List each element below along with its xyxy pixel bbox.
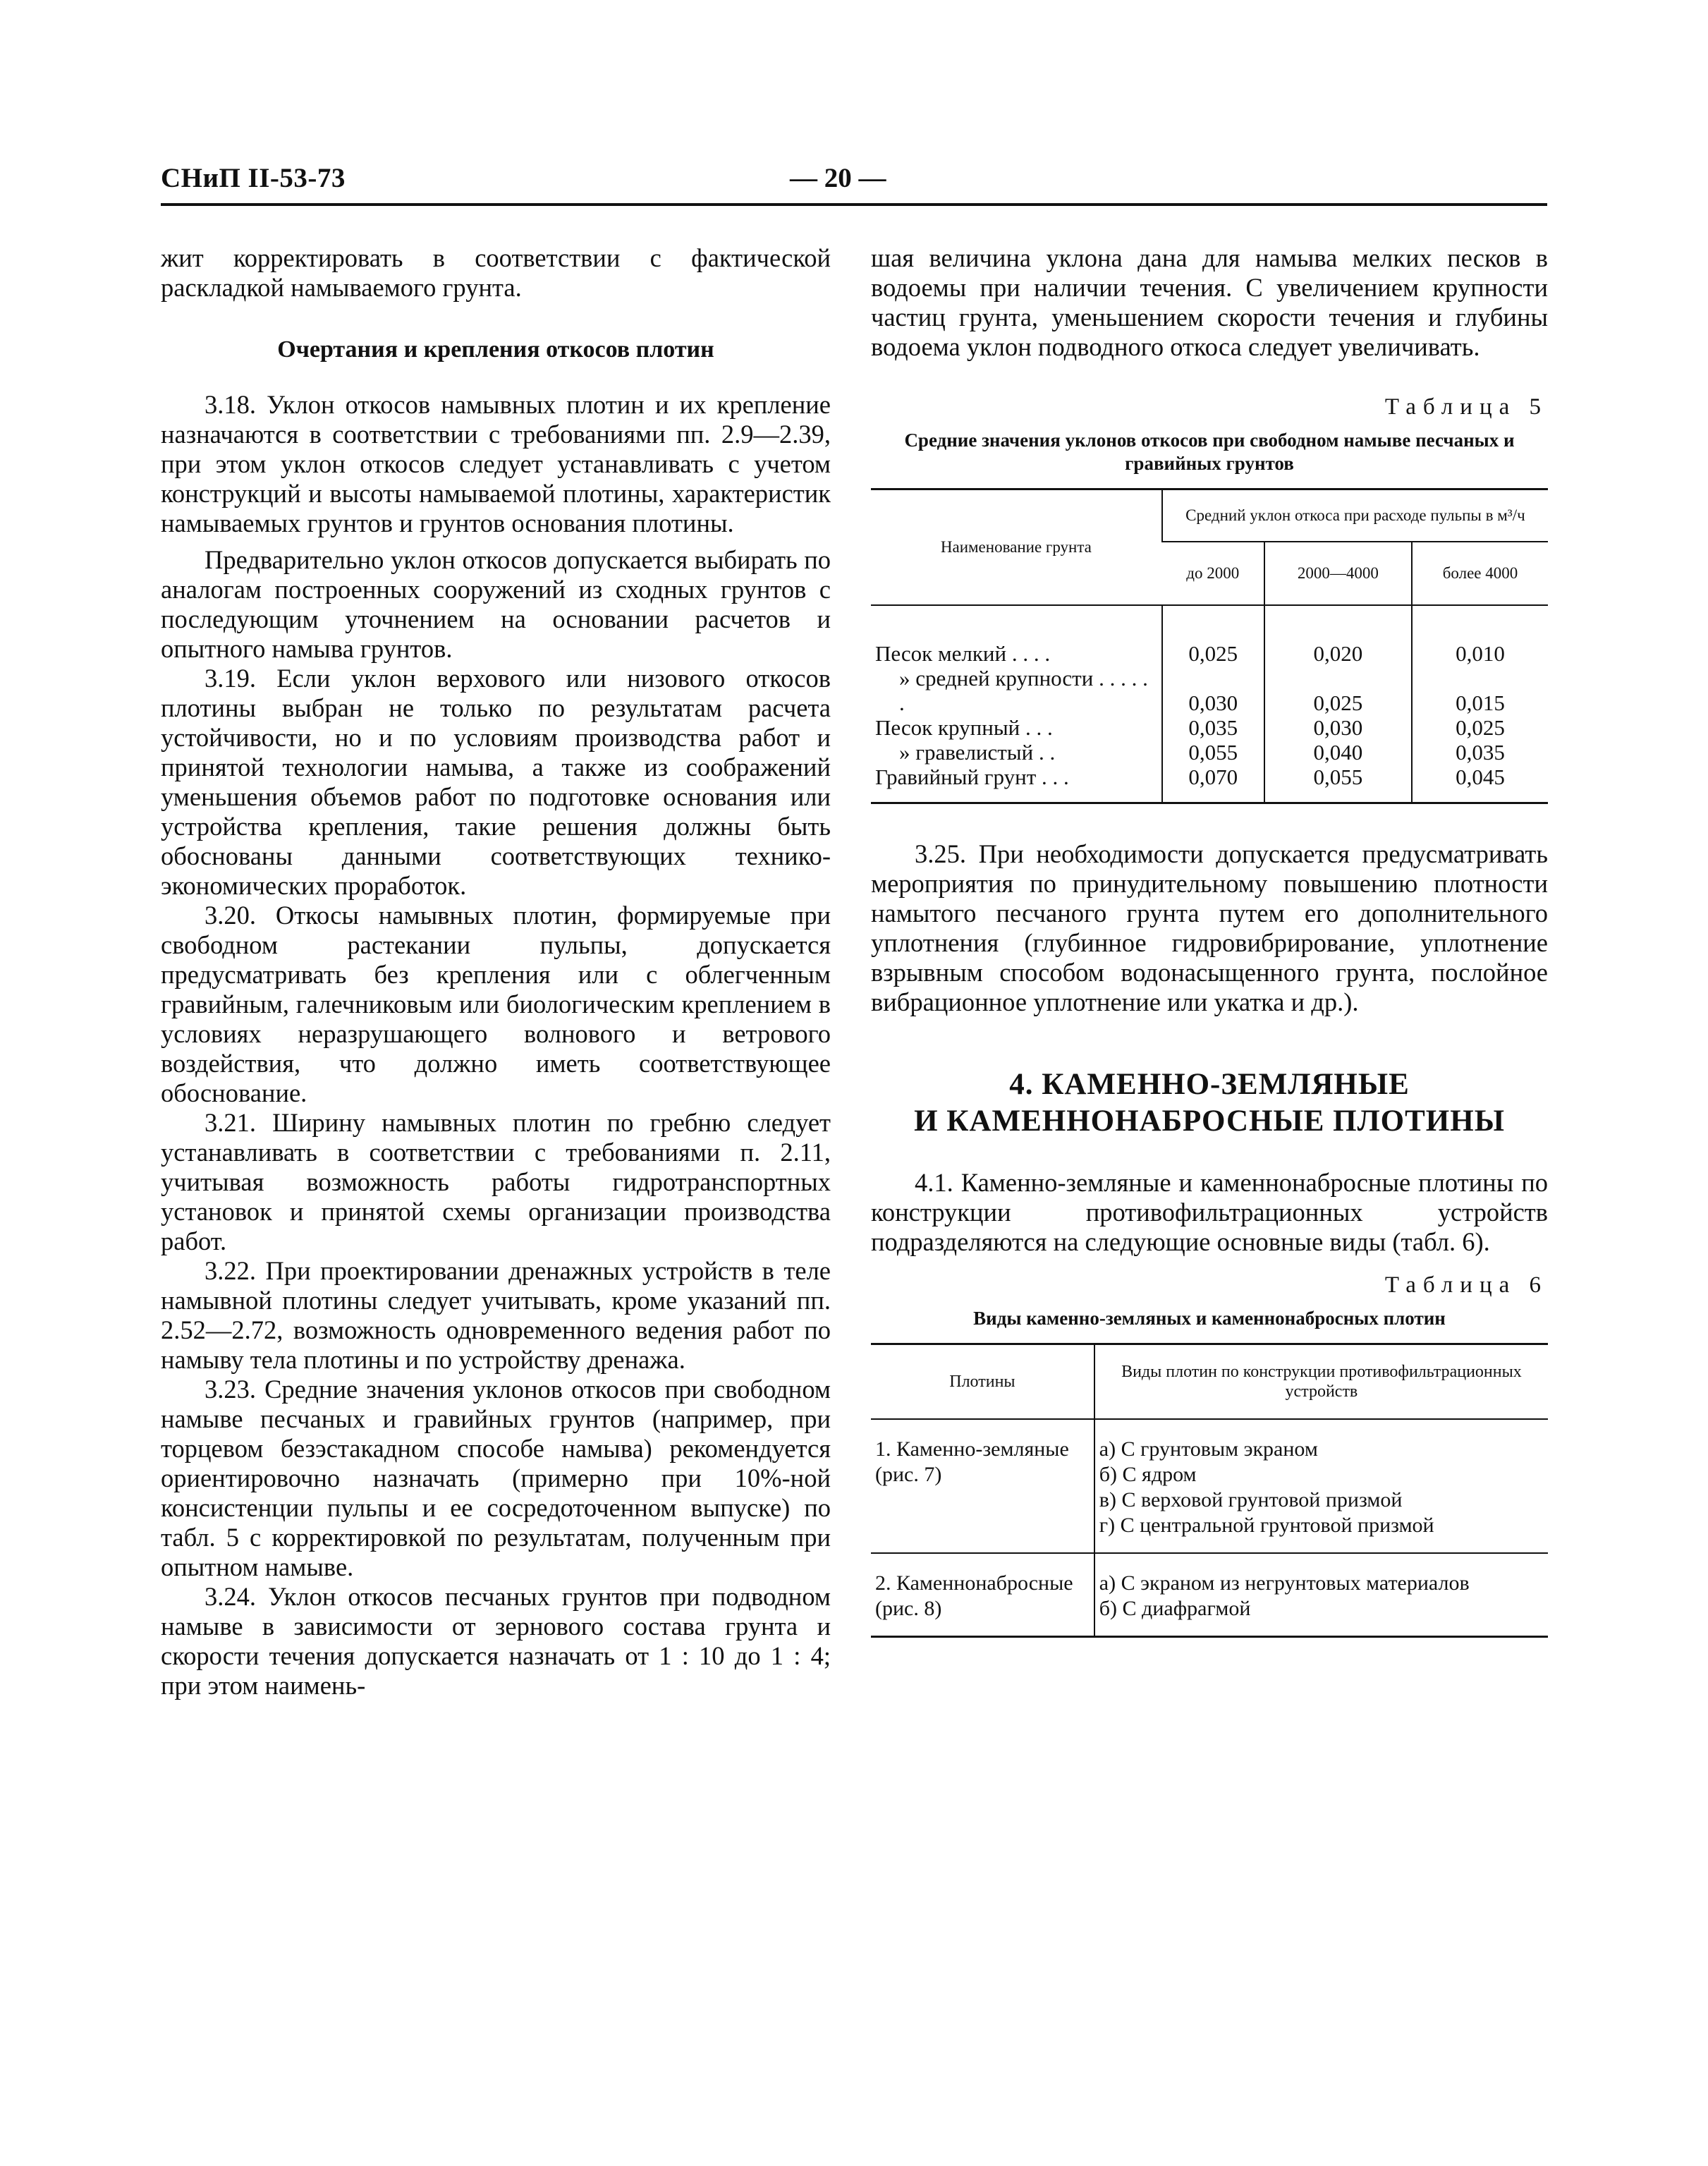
table5-cell: 0,055 <box>1162 740 1264 765</box>
table6-header-dams: Плотины <box>871 1344 1094 1420</box>
paragraph-3-23: 3.23. Средние значения уклонов откосов при свободном намыве песчаных и гравийных грунтов (например, при торцевом безэстакадном способе намыва) рекомендуется ориентировочно назначать (примерно при 10%-ной консистенции пульпы и ее сосредоточенном выпуске) по табл. 5 с корректировкой по результатам, полученным при опытном намыве. <box>161 1375 831 1581</box>
table5-cell: 0,055 <box>1264 765 1412 803</box>
table-row <box>871 666 1548 715</box>
table5-row-name: » гравелистый . . <box>899 740 1056 765</box>
list-item: а) С экраном из негрунтовых материалов <box>1099 1571 1470 1595</box>
table5-header-group: Средний уклон откоса при расходе пульпы в м³/ч <box>1162 489 1548 542</box>
table5-cell: 0,045 <box>1412 765 1548 803</box>
header-rule <box>161 203 1547 206</box>
paragraph-3-19: 3.19. Если уклон верхового или низового откосов плотины выбран не только по результатам расчета устойчивости, но и по условиям производства работ и принятой технологии намыва, а также из соображений уменьшения объемов работ по подготовке основания или устройства крепления, такие решения должны быть обоснованы данными соответствующих технико-экономических проработок. <box>161 664 831 900</box>
table5-row-name: » средней крупности . . . . . . <box>899 666 1148 715</box>
table-row <box>871 605 1548 666</box>
table5-col-1: до 2000 <box>1162 542 1264 605</box>
table6-kinds-cell <box>1094 1553 1548 1637</box>
list-item: в) С верховой грунтовой призмой <box>1099 1488 1403 1511</box>
table5-cell: 0,030 <box>1162 666 1264 715</box>
table6-dam-type: 1. Каменно-земляные (рис. 7) <box>871 1419 1094 1553</box>
list-item: б) С диафрагмой <box>1099 1597 1251 1620</box>
table5-col-2: 2000—4000 <box>1264 542 1412 605</box>
paragraph-continuation: шая величина уклона дана для намыва мелких песков в водоемы при наличии течения. С увеличением крупности частиц грунта, уменьшением скорости течения и глубины водоема уклон подводного откоса следует увеличивать. <box>871 243 1548 361</box>
right-column <box>871 243 1548 1638</box>
table6-caption: Таблица 6 <box>1384 1272 1548 1298</box>
table6-header-kinds: Виды плотин по конструкции противофильтрационных устройств <box>1094 1344 1548 1420</box>
list-item: г) С центральной грунтовой призмой <box>1099 1514 1434 1537</box>
table5-cell: 0,025 <box>1264 666 1412 715</box>
table6-title: Виды каменно-земляных и каменнонабросных плотин <box>973 1308 1446 1329</box>
table5-row-name: Песок крупный . . . <box>875 715 1053 740</box>
table5-cell: 0,035 <box>1162 715 1264 740</box>
paragraph-3-20: 3.20. Откосы намывных плотин, формируемые при свободном растекании пульпы, допускается предусматривать без крепления или с облегченным гравийным, галечниковым или биологическим креплением в условиях неразрушающего волнового и ветрового воздействия, что должно иметь соответствующее обоснование. <box>161 901 831 1107</box>
table5-title: Средние значения уклонов откосов при свободном намыве песчаных и гравийных грунтов <box>904 430 1515 474</box>
table5-row-name: Песок мелкий . . . . <box>875 641 1051 666</box>
table5-cell: 0,030 <box>1264 715 1412 740</box>
page-number: — 20 — <box>790 163 886 193</box>
table5-cell: 0,010 <box>1412 605 1548 666</box>
paragraph-3-25: 3.25. При необходимости допускается предусматривать мероприятия по принудительному повышению плотности намытого песчаного грунта путем его дополнительного уплотнения (глубинное гидровибрирование, уплотнение взрывным способом водонасыщенного грунта, послойное вибрационное уплотнение или укатка и др.). <box>871 839 1548 1016</box>
table5-cell: 0,020 <box>1264 605 1412 666</box>
table6 <box>871 1343 1548 1638</box>
table-row <box>871 740 1548 765</box>
table-row <box>871 1553 1548 1637</box>
table5-cell: 0,035 <box>1412 740 1548 765</box>
table5-cell: 0,070 <box>1162 765 1264 803</box>
table5-cell: 0,040 <box>1264 740 1412 765</box>
section4-heading-line2: И КАМЕННОНАБРОСНЫЕ ПЛОТИНЫ <box>914 1105 1505 1138</box>
paragraph-3-22: 3.22. При проектировании дренажных устройств в теле намывной плотины следует учитывать, кроме указаний пп. 2.52—2.72, возможность одновременного ведения работ по намыву тела плотины и по устройству дренажа. <box>161 1256 831 1374</box>
table-row <box>871 715 1548 740</box>
left-column <box>161 243 831 1700</box>
section-title: Очертания и крепления откосов плотин <box>277 336 714 363</box>
table5-caption: Таблица 5 <box>1384 394 1548 420</box>
table5-cell: 0,015 <box>1412 666 1548 715</box>
paragraph-3-24: 3.24. Уклон откосов песчаных грунтов при подводном намыве в зависимости от зернового состава грунта и скорости течения допускается назначать от 1 : 10 до 1 : 4; при этом наимень- <box>161 1582 831 1700</box>
table6-dam-type: 2. Каменнонабросные (рис. 8) <box>875 1571 1073 1620</box>
paragraph-3-18b: Предварительно уклон откосов допускается выбирать по аналогам построенных сооружений из сходных грунтов с последующим уточнением на основании расчетов и опытного намыва грунтов. <box>161 545 831 663</box>
paragraph-3-21: 3.21. Ширину намывных плотин по гребню следует устанавливать в соответствии с требованиями п. 2.11, учитывая возможность работы гидротранспортных установок и принятой схемы организации производства работ. <box>161 1108 831 1255</box>
table-row <box>871 765 1548 803</box>
paragraph-3-18: 3.18. Уклон откосов намывных плотин и их крепление назначаются в соответствии с требованиями пп. 2.9—2.39, при этом уклон откосов следует устанавливать с учетом конструкций и высоты намываемой плотины, характеристик намываемых грунтов и грунтов основания плотины. <box>161 390 831 537</box>
table-row <box>871 1419 1548 1553</box>
section4-heading <box>871 1066 1548 1140</box>
table5 <box>871 488 1548 804</box>
list-item: а) С грунтовым экраном <box>1099 1437 1318 1461</box>
table5-row-name: Гравийный грунт . . . <box>875 765 1069 789</box>
paragraph-4-1: 4.1. Каменно-земляные и каменнонабросные плотины по конструкции противофильтрационных устройств подразделяются на следующие основные виды (табл. 6). <box>871 1168 1548 1256</box>
table5-cell: 0,025 <box>1412 715 1548 740</box>
section4-heading-line1: 4. КАМЕННО-ЗЕМЛЯНЫЕ <box>1009 1068 1410 1101</box>
table5-cell: 0,025 <box>1162 605 1264 666</box>
table5-header-name: Наименование грунта <box>871 489 1162 606</box>
document-code: СНиП II-53-73 <box>161 163 346 193</box>
paragraph-intro: жит корректировать в соответствии с фактической раскладкой намываемого грунта. <box>161 243 831 302</box>
table5-col-3: более 4000 <box>1412 542 1548 605</box>
table6-kinds-cell <box>1094 1419 1548 1553</box>
list-item: б) С ядром <box>1099 1463 1197 1486</box>
